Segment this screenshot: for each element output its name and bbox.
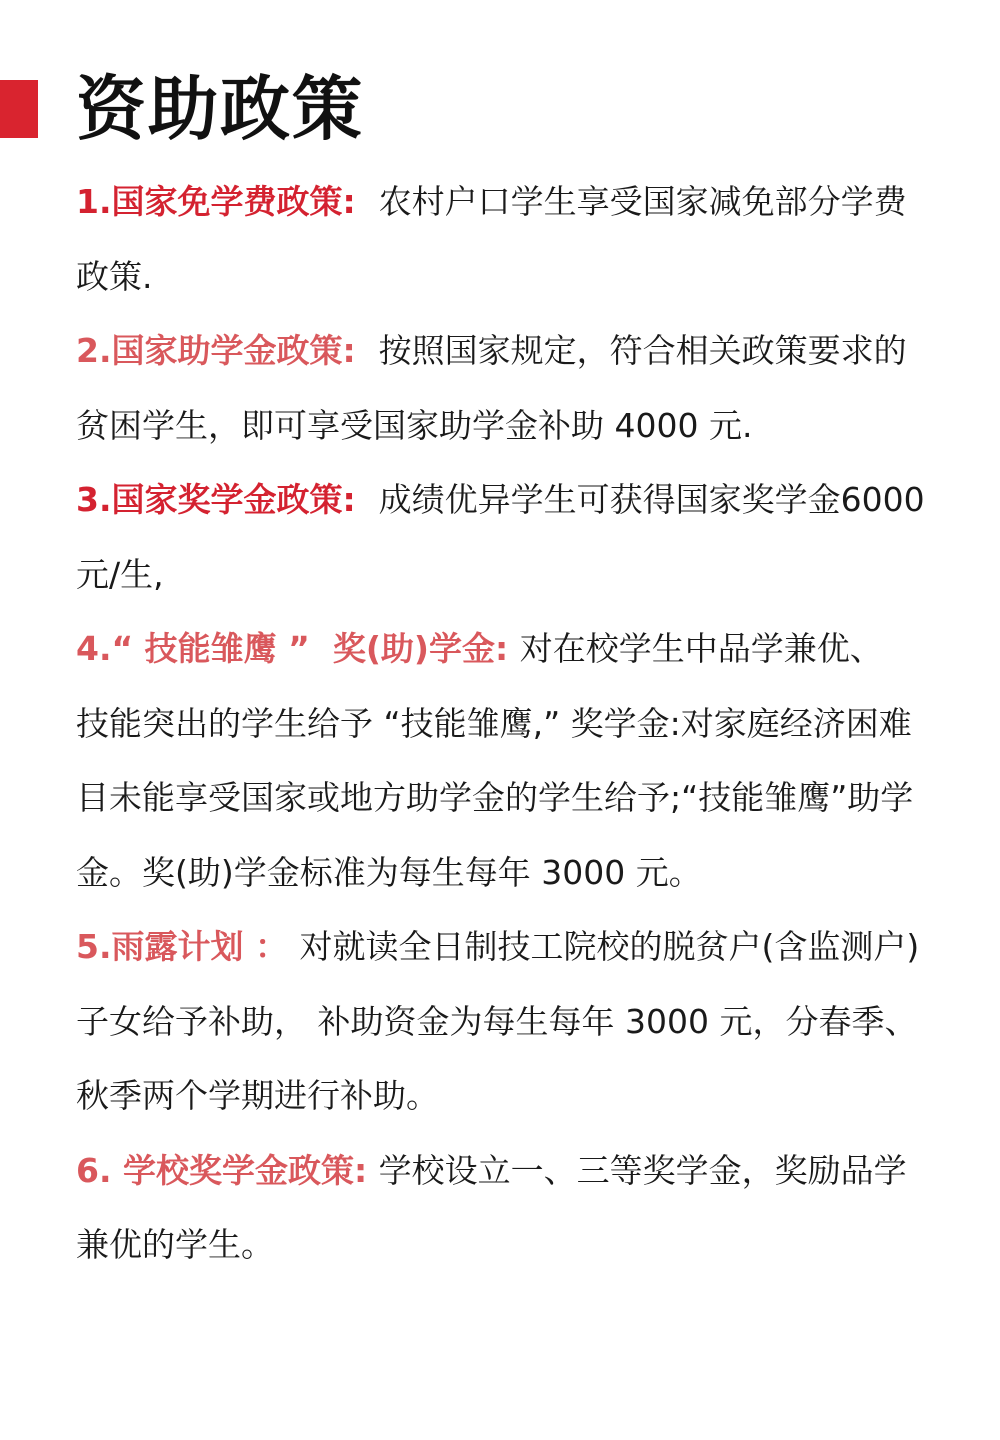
policy-text: 对就读全日制技工院校的脱贫户(含监测户)子女给予补助， 补助资金为每生每年 3000 元，分春季、秋季两个学期进行补助。 [76, 927, 920, 1115]
policy-heading: 3.国家奖学金政策: [76, 480, 379, 519]
policy-heading: 5.雨露计划 ： [76, 927, 300, 966]
policy-item-skill-eaglet-award [76, 612, 926, 910]
policy-text: 按照国家规定，符合相关政策要求的贫困学生，即可享受国家助学金补助 4000 元. [76, 331, 907, 445]
policy-text: 成绩优异学生可获得国家奖学金6000 元/生, [76, 480, 925, 594]
policy-heading: 6. 学校奖学金政策: [76, 1150, 379, 1190]
title-accent-bar [0, 80, 38, 138]
policy-text: 农村户口学生享受国家减免部分学费政策. [76, 182, 907, 296]
policy-item-school-scholarship [76, 1134, 926, 1283]
policy-item-rain-dew-plan [76, 910, 926, 1134]
policy-heading: 1.国家免学费政策: [76, 182, 379, 221]
policy-item-national-scholarship [76, 463, 926, 612]
policy-heading: 2.国家助学金政策: [76, 331, 379, 370]
policy-list [76, 165, 926, 1283]
policy-text: 对在校学生中品学兼优、 技能突出的学生给予 “技能雏鹰,” 奖学金:对家庭经济困难目未能享受国家或地方助学金的学生给予;“技能雏鹰”助学金。奖(助)学金标准为每生每年 3000 元。 [76, 629, 914, 892]
policy-heading: 4.“ 技能雏鹰 ” 奖(助)学金: [76, 629, 520, 668]
policy-text: 学校设立一、三等奖学金，奖励品学兼优的学生。 [76, 1150, 907, 1264]
policy-item-free-tuition [76, 165, 926, 314]
policy-item-national-grant [76, 314, 926, 463]
page-title: 资助政策 [76, 68, 364, 150]
